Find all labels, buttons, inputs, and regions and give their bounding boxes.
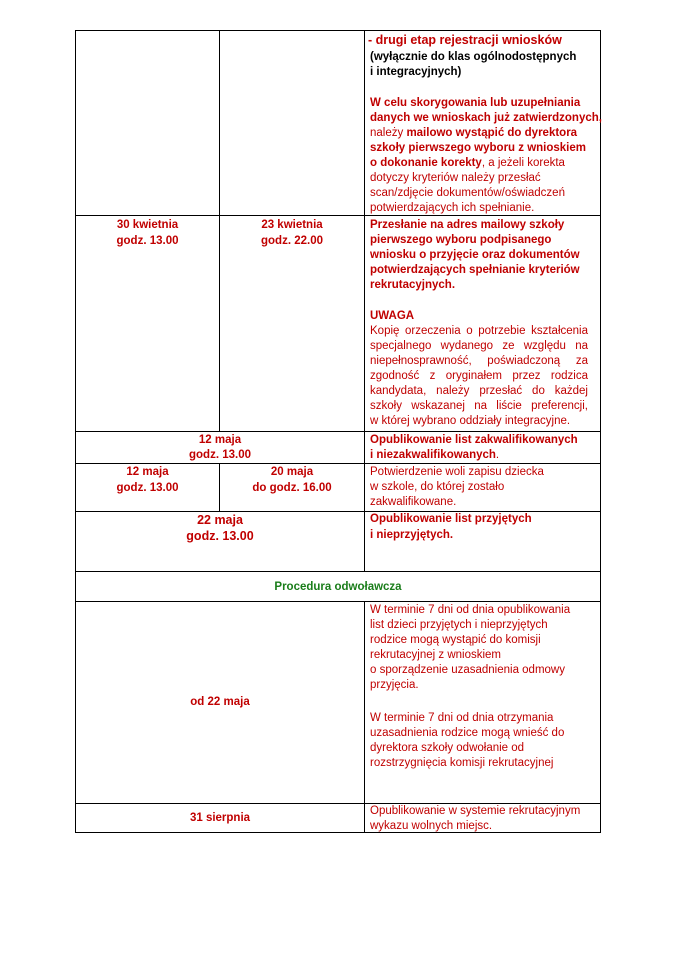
note-line: zgodność z oryginałem przez rodzica — [370, 370, 588, 382]
text-line: list dzieci przyjętych i nieprzyjętych — [370, 619, 548, 631]
text-line: W celu skorygowania lub uzupełniania — [370, 97, 581, 109]
rule — [75, 832, 601, 833]
text-line: potwierdzających spełnianie kryteriów — [370, 264, 580, 276]
note-line: niepełnosprawność, poświadczoną za — [370, 355, 588, 367]
text-line: wniosku o przyjęcie oraz dokumentów — [370, 249, 580, 261]
text-line: rozstrzygnięcia komisji rekrutacyjnej — [370, 757, 554, 769]
time-label: godz. 13.00 — [189, 449, 251, 461]
date-label: 31 sierpnia — [189, 812, 251, 824]
note-line: kandydata, należy przesłać do każdej — [370, 385, 588, 397]
date-label: 22 maja — [197, 513, 243, 527]
text-line: szkoły pierwszego wyboru z wnioskiem — [370, 142, 587, 154]
date-label: 12 maja — [198, 434, 242, 446]
note-line: specjalnego wydanego ze względu na — [370, 340, 588, 352]
rule — [75, 431, 601, 432]
date-label: 30 kwietnia — [116, 219, 179, 231]
note-heading: UWAGA — [370, 310, 415, 322]
text-line: Opublikowanie list przyjętych — [370, 513, 532, 525]
rule — [75, 601, 601, 602]
text-line: rodzice mogą wystąpić do komisji — [370, 634, 541, 646]
text-line: W terminie 7 dni od dnia otrzymania — [370, 712, 554, 724]
date-label: 23 kwietnia — [261, 219, 323, 231]
date-label: 12 maja — [126, 466, 169, 478]
divider-main-lower — [364, 601, 365, 833]
text-line: potwierdzających ich spełnianie. — [370, 202, 535, 214]
text-line: pierwszego wyboru podpisanego — [370, 234, 552, 246]
time-label: godz. 13.00 — [186, 529, 254, 543]
row-subtitle: i integracyjnych) — [370, 66, 462, 78]
time-label: godz. 13.00 — [116, 482, 179, 494]
text-line: i niezakwalifikowanych. — [370, 449, 500, 461]
note-line: Kopię orzeczenia o potrzebie kształcenia — [370, 325, 588, 337]
text-line: danych we wnioskach już zatwierdzonych, — [370, 112, 602, 124]
text-line: Opublikowanie w systemie rekrutacyjnym — [370, 805, 581, 817]
text-line: rekrutacyjnych. — [370, 279, 456, 291]
text-line: o sporządzenie uzasadnienia odmowy — [370, 664, 565, 676]
row-subtitle: (wyłącznie do klas ogólnodostępnych — [370, 51, 577, 63]
text-line: Przesłanie na adres mailowy szkoły — [370, 219, 565, 231]
note-line: szkoły wskazanej na liście preferencji, — [370, 400, 588, 412]
text-line: w szkole, do której zostało — [370, 481, 505, 493]
row-title: - drugi etap rejestracji wniosków — [368, 33, 562, 47]
text-line: dyrektora szkoły odwołanie od — [370, 742, 525, 754]
time-label: do godz. 16.00 — [252, 482, 332, 494]
time-label: godz. 22.00 — [261, 235, 323, 247]
rule — [75, 30, 601, 31]
text-line: Potwierdzenie woli zapisu dziecka — [370, 466, 544, 478]
note-line: w której wybrano oddziały integracyjne. — [370, 415, 571, 427]
text-line: Opublikowanie list zakwalifikowanych — [370, 434, 578, 446]
text-line: rekrutacyjnej z wnioskiem — [370, 649, 502, 661]
text-line: uzasadnienia rodzice mogą wnieść do — [370, 727, 565, 739]
text-line: i nieprzyjętych. — [370, 529, 454, 541]
divider-main — [364, 30, 365, 571]
text-line: należy mailowo wystąpić do dyrektora — [370, 127, 578, 139]
time-label: godz. 13.00 — [116, 235, 179, 247]
rule — [75, 571, 601, 572]
date-label: od 22 maja — [190, 696, 250, 708]
text-line: dotyczy kryteriów należy przesłać — [370, 172, 541, 184]
text-line: przyjęcia. — [370, 679, 419, 691]
text-line: o dokonanie korekty, a jeżeli korekta — [370, 157, 565, 169]
section-heading: Procedura odwoławcza — [274, 581, 402, 593]
text-line: zakwalifikowane. — [370, 496, 457, 508]
text-line: wykazu wolnych miejsc. — [370, 820, 493, 832]
text-line: W terminie 7 dni od dnia opublikowania — [370, 604, 571, 616]
date-label: 20 maja — [270, 466, 314, 478]
text-line: scan/zdjęcie dokumentów/oświadczeń — [370, 187, 565, 199]
